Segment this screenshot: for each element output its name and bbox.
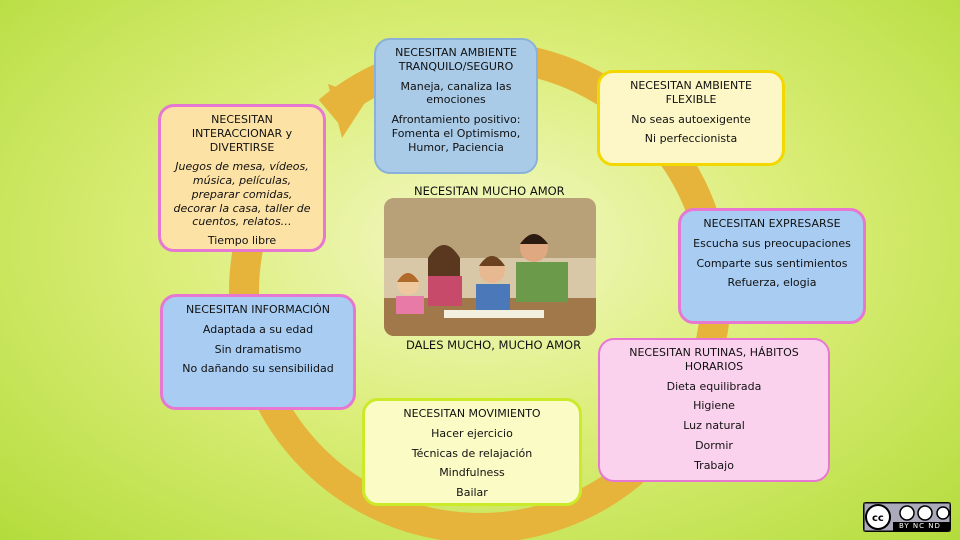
informacion-item-3: No dañando su sensibilidad [182,362,334,376]
box-expresarse [678,208,866,324]
box-rutinas [598,338,830,482]
tranquilo-item-1: Maneja, canaliza las emociones [400,79,512,107]
movimiento-title: NECESITAN MOVIMIENTO [403,407,541,420]
informacion-item-2: Sin dramatismo [214,342,302,356]
rutinas-item-3: Luz natural [683,419,745,432]
movimiento-item-1: Hacer ejercicio [431,426,513,440]
box-interaccionar [158,104,326,252]
interaccion-item-1: Juegos de mesa, vídeos, música, películas, preparar comidas, decorar la casa, taller de cuentos, relatos… [173,160,311,229]
box-movimiento [362,398,582,506]
movimiento-item-4: Bailar [456,486,488,499]
expresar-item-3: Refuerza, elogia [727,276,817,290]
rutinas-title: NECESITAN RUTINAS, HÁBITOS HORARIOS [629,346,799,373]
rutinas-item-2: Higiene [693,399,735,413]
informacion-item-1: Adaptada a su edad [202,322,314,336]
flexible-title: NECESITAN AMBIENTE FLEXIBLE [630,79,752,106]
expresar-title: NECESITAN EXPRESARSE [703,217,841,230]
box-ambiente-tranquilo [374,38,538,174]
flexible-item-2: Ni perfeccionista [644,132,738,146]
tranquilo-title: NECESITAN AMBIENTE TRANQUILO/SEGURO [395,46,517,73]
tranquilo-item-2: Afrontamiento positivo: Fomenta el Optimismo, Humor, Paciencia [391,113,521,154]
dales-amor-label: DALES MUCHO, MUCHO AMOR [406,338,582,352]
flexible-item-1: No seas autoexigente [631,112,751,126]
family-photo [384,198,596,336]
movimiento-item-2: Técnicas de relajación [411,446,533,460]
rutinas-item-5: Trabajo [694,458,734,472]
interaccion-item-2: Tiempo libre [207,234,277,247]
box-informacion [160,294,356,410]
mucho-amor-label: NECESITAN MUCHO AMOR [414,184,565,198]
expresar-item-1: Escucha sus preocupaciones [693,236,851,250]
creative-commons-by-nc-nd-icon [863,502,951,532]
interaccion-title: NECESITAN INTERACCIONAR y DIVERTIRSE [191,113,293,154]
license-text: BY NC ND [899,522,941,530]
informacion-title: NECESITAN INFORMACIÓN [186,303,330,316]
rutinas-item-4: Dormir [695,438,733,452]
svg-text:cc: cc [872,513,884,524]
expresar-item-2: Comparte sus sentimientos [696,256,848,270]
movimiento-item-3: Mindfulness [439,466,505,480]
box-ambiente-flexible [597,70,785,166]
rutinas-item-1: Dieta equilibrada [666,379,762,393]
